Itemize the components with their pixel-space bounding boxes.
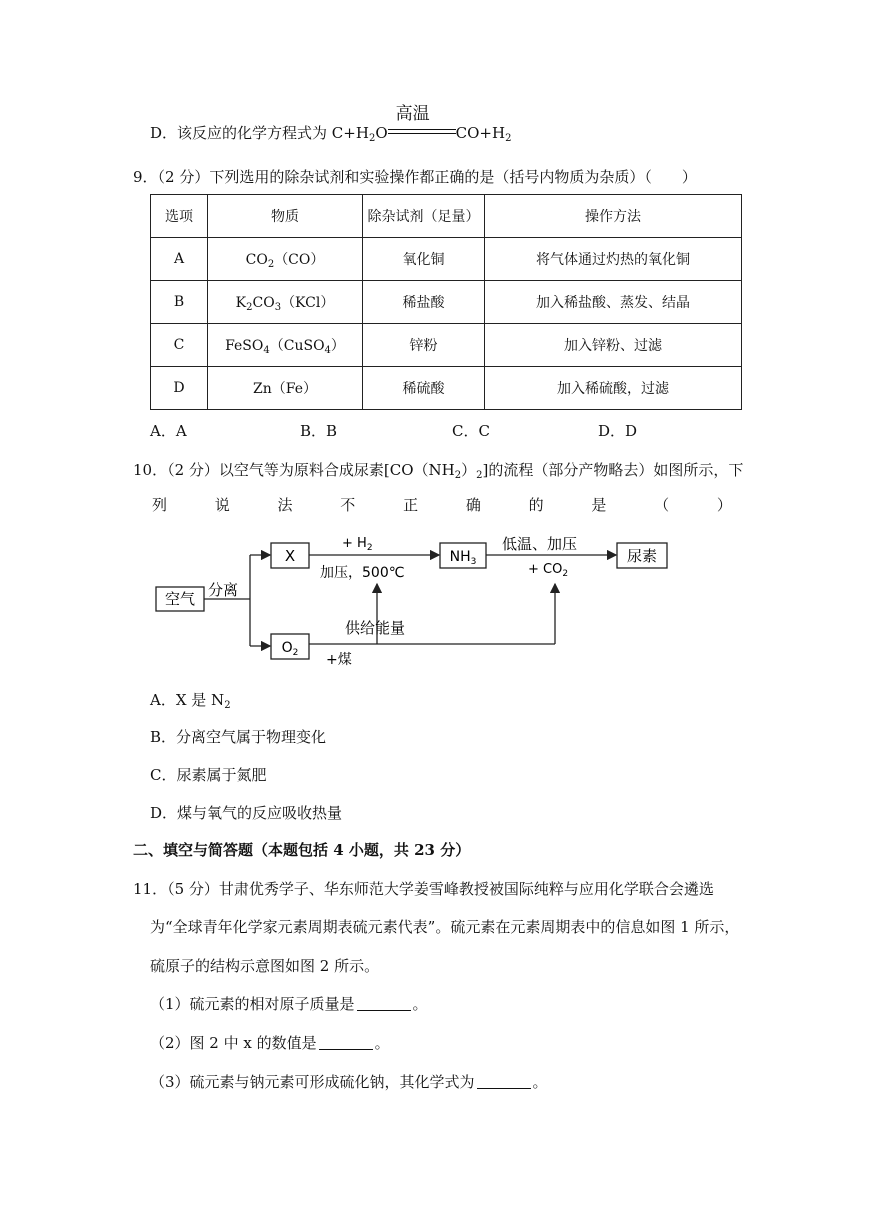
q11-sub1: （1）硫元素的相对原子质量是 。 xyxy=(150,995,428,1013)
q9-answer-c: C．C xyxy=(452,422,490,440)
q10-option-d: D．煤与氧气的反应吸收热量 xyxy=(150,804,343,822)
header-reagent: 除杂试剂（足量） xyxy=(363,195,485,238)
energy-label: 供给能量 xyxy=(345,619,406,637)
table-row: A $CO_2(CO)$ 氧化铜 将气体通过灼热的氧化铜 xyxy=(151,238,742,281)
q8-option-d: D．该反应的化学方程式为 $C+H_2O$ 高温 $CO+H_2$ xyxy=(150,121,511,144)
q9-stem: 9．（2 分）下列选用的除杂试剂和实验操作都正确的是（括号内物质为杂质）（ ） xyxy=(133,168,697,186)
header-option: 选项 xyxy=(151,195,208,238)
q11-sub3: （3）硫元素与钠元素可形成硫化钠，其化学式为 。 xyxy=(150,1073,548,1091)
separate-label: 分离 xyxy=(208,581,239,599)
substance-cell: $CO_2(CO)$ xyxy=(208,238,363,281)
q10-option-b: B．分离空气属于物理变化 xyxy=(150,728,327,746)
reaction-condition-arrow xyxy=(388,104,456,139)
reaction-condition: 高温 xyxy=(395,104,430,124)
urea-synthesis-flowchart xyxy=(150,528,680,673)
q10-stem: 10．（2 分）以空气等为原料合成尿素$[CO(NH_2)_2]$的流程（部分产物略去）如图所示，下 xyxy=(133,461,744,481)
coal-label: +煤 xyxy=(326,652,352,668)
q9-answer-b: B．B xyxy=(300,422,338,440)
q11-line2: 为“全球青年化学家元素周期表硫元素代表”。硫元素在元素周期表中的信息如图 1 所示， xyxy=(150,918,740,936)
q9-answer-d: D．D xyxy=(598,422,638,440)
air-label: 空气 xyxy=(164,590,196,608)
section-heading: 二、填空与简答题（本题包括 4 小题，共 23 分） xyxy=(133,841,471,859)
h2-label: + $H_2$ xyxy=(342,536,373,553)
condition-1: 加压，500℃ xyxy=(320,565,405,581)
q10-stem-line2: 列 说 法 不 正 确 的 是 （ ） xyxy=(152,496,732,514)
q9-answer-a: A．A xyxy=(150,422,187,440)
table-header-row xyxy=(151,195,742,238)
nh3-label: $NH_3$ xyxy=(449,549,477,567)
o2-label: $O_2$ xyxy=(281,640,299,658)
substance-cell: $K_2CO_3(KCl)$ xyxy=(208,281,363,324)
q11-line3: 硫原子的结构示意图如图 2 所示。 xyxy=(150,957,380,975)
urea-label: 尿素 xyxy=(626,547,658,565)
answer-blank[interactable] xyxy=(357,996,411,1011)
q11-line1: 11．（5 分）甘肃优秀学子、华东师范大学姜雪峰教授被国际纯粹与应用化学联合会遴选 xyxy=(133,880,714,898)
substance-cell: Zn（Fe） xyxy=(208,367,363,410)
q9-table xyxy=(150,194,742,410)
x-label: X xyxy=(284,547,296,565)
co2-label: + $CO_2$ xyxy=(528,562,569,579)
header-substance: 物质 xyxy=(208,195,363,238)
answer-blank[interactable] xyxy=(319,1035,373,1050)
q11-sub2: （2）图 2 中 x 的数值是 。 xyxy=(150,1034,390,1052)
q10-option-a: A．X 是 $N_2$ xyxy=(150,691,231,711)
q10-option-c: C．尿素属于氮肥 xyxy=(150,766,267,784)
table-row: B $K_2CO_3(KCl)$ 稀盐酸 加入稀盐酸、蒸发、结晶 xyxy=(151,281,742,324)
header-method: 操作方法 xyxy=(485,195,742,238)
substance-cell: FeSO$_4$（CuSO$_4$） xyxy=(208,324,363,367)
table-row: D Zn（Fe） 稀硫酸 加入稀硫酸，过滤 xyxy=(151,367,742,410)
condition-2: 低温、加压 xyxy=(502,535,578,553)
table-row: C FeSO$_4$（CuSO$_4$） 锌粉 加入锌粉、过滤 xyxy=(151,324,742,367)
answer-blank[interactable] xyxy=(477,1074,531,1089)
